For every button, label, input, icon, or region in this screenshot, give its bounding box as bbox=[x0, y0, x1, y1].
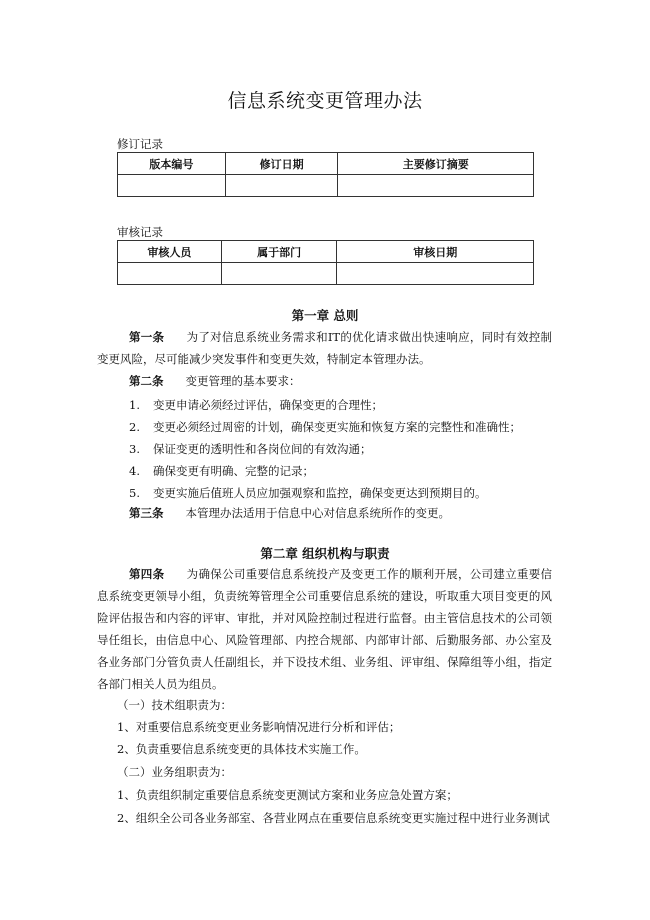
article-4 bbox=[97, 563, 552, 695]
list-item: 2、组织全公司各业务部室、各营业网点在重要信息系统变更实施过程中进行业务测试 bbox=[117, 811, 550, 825]
article-text: 为确保公司重要信息系统投产及变更工作的顺利开展，公司建立重要信息系统变更领导小组，负责统筹管理全公司重要信息系统的建设，听取重大项目变更的风险评估报告和内容的评审、审批，并对风险控制过程进行监督。由主管信息技术的公司领导任组长，由信息中心、风险管理部、内控合规部、内部审计部、后勤服务部、办公室及各业务部门分管负责人任副组长，并下设技术组、业务组、评审组、保障组等小组，指定各部门相关人员为组员。 bbox=[97, 567, 553, 691]
header-revision-summary: 主要修订摘要 bbox=[338, 153, 534, 175]
article-3 bbox=[97, 502, 552, 524]
list-item: 2. 变更必须经过周密的计划，确保变更实施和恢复方案的完整性和准确性； bbox=[129, 420, 521, 434]
table-cell bbox=[118, 263, 222, 285]
article-text: 变更管理的基本要求： bbox=[185, 374, 301, 388]
table-cell bbox=[221, 263, 337, 285]
table-row bbox=[118, 175, 534, 197]
table-header-row bbox=[118, 241, 534, 263]
review-record-caption: 审核记录 bbox=[117, 225, 163, 239]
header-department: 属于部门 bbox=[221, 241, 337, 263]
table-cell bbox=[225, 175, 338, 197]
article-label: 第四条 bbox=[129, 567, 165, 581]
article-label: 第二条 bbox=[129, 374, 164, 388]
table-header-row bbox=[118, 153, 534, 175]
table-cell bbox=[118, 175, 226, 197]
list-item: 1、对重要信息系统变更业务影响情况进行分析和评估； bbox=[117, 720, 401, 734]
document-title: 信息系统变更管理办法 bbox=[227, 90, 423, 112]
table-cell bbox=[338, 175, 534, 197]
list-item: 1. 变更申请必须经过评估，确保变更的合理性； bbox=[129, 398, 383, 412]
list-item: 5. 变更实施后值班人员应加强观察和监控，确保变更达到预期目的。 bbox=[129, 486, 487, 500]
revision-record-caption: 修订记录 bbox=[117, 137, 163, 151]
chapter-2-title: 第二章 组织机构与职责 bbox=[260, 546, 390, 561]
business-group-heading: （二）业务组职责为： bbox=[117, 765, 232, 779]
header-revision-date: 修订日期 bbox=[225, 153, 338, 175]
list-item: 1、负责组织制定重要信息系统变更测试方案和业务应急处置方案； bbox=[117, 788, 458, 802]
header-review-date: 审核日期 bbox=[337, 241, 534, 263]
table-cell bbox=[337, 263, 534, 285]
header-reviewer: 审核人员 bbox=[118, 241, 222, 263]
header-version-no: 版本编号 bbox=[118, 153, 226, 175]
article-label: 第三条 bbox=[129, 506, 164, 520]
list-item: 4. 确保变更有明确、完整的记录； bbox=[129, 464, 314, 478]
tech-group-heading: （一）技术组职责为： bbox=[117, 698, 232, 712]
revision-record-table bbox=[117, 152, 534, 197]
article-1 bbox=[97, 326, 552, 370]
chapter-1-title: 第一章 总则 bbox=[291, 308, 359, 323]
article-2 bbox=[97, 370, 552, 392]
list-item: 3. 保证变更的透明性和各岗位间的有效沟通； bbox=[129, 442, 372, 456]
article-text: 为了对信息系统业务需求和IT的优化请求做出快速响应，同时有效控制变更风险，尽可能减少突发事件和变更失效，特制定本管理办法。 bbox=[97, 330, 552, 366]
article-text: 本管理办法适用于信息中心对信息系统所作的变更。 bbox=[185, 506, 450, 520]
list-item: 2、负责重要信息系统变更的具体技术实施工作。 bbox=[117, 742, 366, 756]
review-record-table bbox=[117, 240, 534, 285]
table-row bbox=[118, 263, 534, 285]
article-label: 第一条 bbox=[129, 330, 165, 344]
